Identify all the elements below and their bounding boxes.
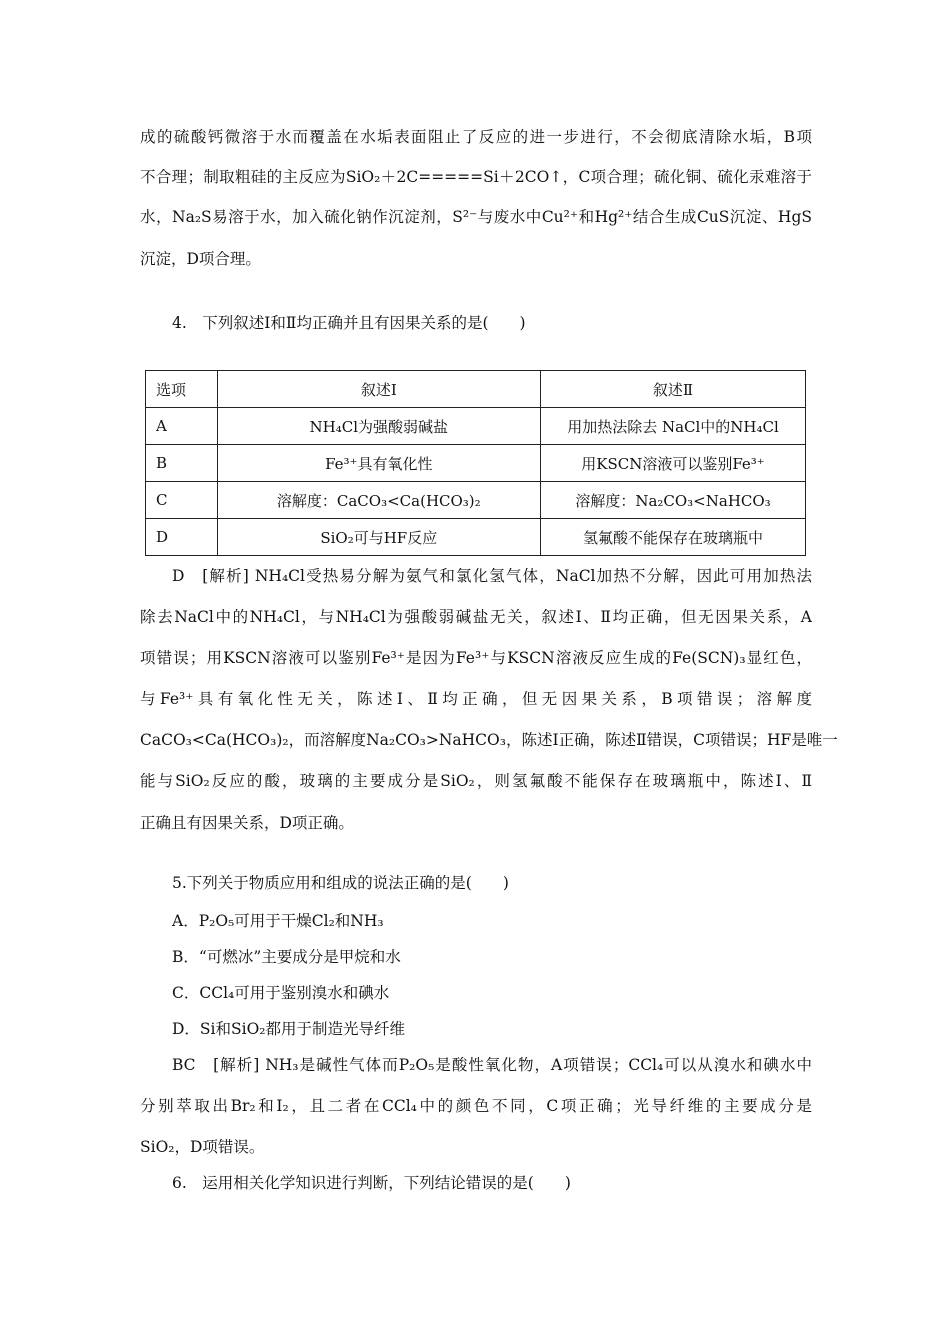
q4-answer-line: 项错误；用KSCN溶液可以鉴别Fe³⁺是因为Fe³⁺与KSCN溶液反应生成的Fe(SCN)₃显红色， [140,649,812,667]
q5-answer-line: 分别萃取出Br₂和I₂，且二者在CCl₄中的颜色不同，C项正确；光导纤维的主要成分是 [140,1097,812,1115]
table-cell: 氢氟酸不能保存在玻璃瓶中 [541,519,806,556]
table-header-cell: 叙述Ⅰ [217,371,540,408]
q5-answer-line: SiO₂，D项错误。 [140,1138,265,1156]
table-cell: NH₄Cl为强酸弱碱盐 [217,408,540,445]
q4-answer-line: 正确且有因果关系，D项正确。 [140,814,354,832]
table-row [146,408,806,445]
table-cell: D [146,519,218,556]
table-row [146,445,806,482]
q5-option: A．P₂O₅可用于干燥Cl₂和NH₃ [172,912,384,930]
q4-answer-line: 与Fe³⁺具有氧化性无关，陈述Ⅰ、Ⅱ均正确，但无因果关系，B项错误；溶解度 [140,690,812,708]
table-cell: B [146,445,218,482]
q4-answer-line: CaCO₃<Ca(HCO₃)₂，而溶解度Na₂CO₃>NaHCO₃，陈述Ⅰ正确，陈述Ⅱ错误，C项错误；HF是唯一 [140,731,838,749]
table-cell: 溶解度：Na₂CO₃<NaHCO₃ [541,482,806,519]
table-header-row [146,371,806,408]
prev-answer-line: 沉淀，D项合理。 [140,250,261,268]
table-cell: A [146,408,218,445]
q5-option: B．“可燃冰”主要成分是甲烷和水 [172,948,401,966]
table-row [146,519,806,556]
q5-option: D．Si和SiO₂都用于制造光导纤维 [172,1020,406,1038]
table-cell: 溶解度：CaCO₃<Ca(HCO₃)₂ [217,482,540,519]
q5-option: C．CCl₄可用于鉴别溴水和碘水 [172,984,390,1002]
table-cell: 用KSCN溶液可以鉴别Fe³⁺ [541,445,806,482]
prev-answer-line: 不合理；制取粗硅的主反应为SiO₂＋2C=====Si＋2CO↑，C项合理；硫化铜、硫化汞难溶于 [140,168,812,186]
q4-answer-line: 能与SiO₂反应的酸，玻璃的主要成分是SiO₂，则氢氟酸不能保存在玻璃瓶中，陈述Ⅰ、Ⅱ [140,772,812,790]
q6-stem: 6. 运用相关化学知识进行判断，下列结论错误的是( ) [172,1174,571,1192]
table-cell: C [146,482,218,519]
table-header-cell: 选项 [146,371,218,408]
table-cell: SiO₂可与HF反应 [217,519,540,556]
table-header-cell: 叙述Ⅱ [541,371,806,408]
q4-answer-line: 除去NaCl中的NH₄Cl，与NH₄Cl为强酸弱碱盐无关，叙述Ⅰ、Ⅱ均正确，但无因果关系，A [140,608,812,626]
table-cell: Fe³⁺具有氧化性 [217,445,540,482]
q4-answer-line: D [解析] NH₄Cl受热易分解为氨气和氯化氢气体，NaCl加热不分解，因此可用加热法 [172,567,812,585]
prev-answer-line: 水，Na₂S易溶于水，加入硫化钠作沉淀剂，S²⁻与废水中Cu²⁺和Hg²⁺结合生成CuS沉淀、HgS [140,208,812,226]
q5-answer-line: BC [解析] NH₃是碱性气体而P₂O₅是酸性氧化物，A项错误；CCl₄可以从溴水和碘水中 [172,1056,812,1074]
q4-stem: 4. 下列叙述Ⅰ和Ⅱ均正确并且有因果关系的是( ) [172,314,526,332]
table-row [146,482,806,519]
prev-answer-line: 成的硫酸钙微溶于水而覆盖在水垢表面阻止了反应的进一步进行，不会彻底清除水垢，B项 [140,128,812,146]
table-cell: 用加热法除去 NaCl中的NH₄Cl [541,408,806,445]
q5-stem: 5.下列关于物质应用和组成的说法正确的是( ) [172,874,509,892]
q4-table [145,370,806,556]
